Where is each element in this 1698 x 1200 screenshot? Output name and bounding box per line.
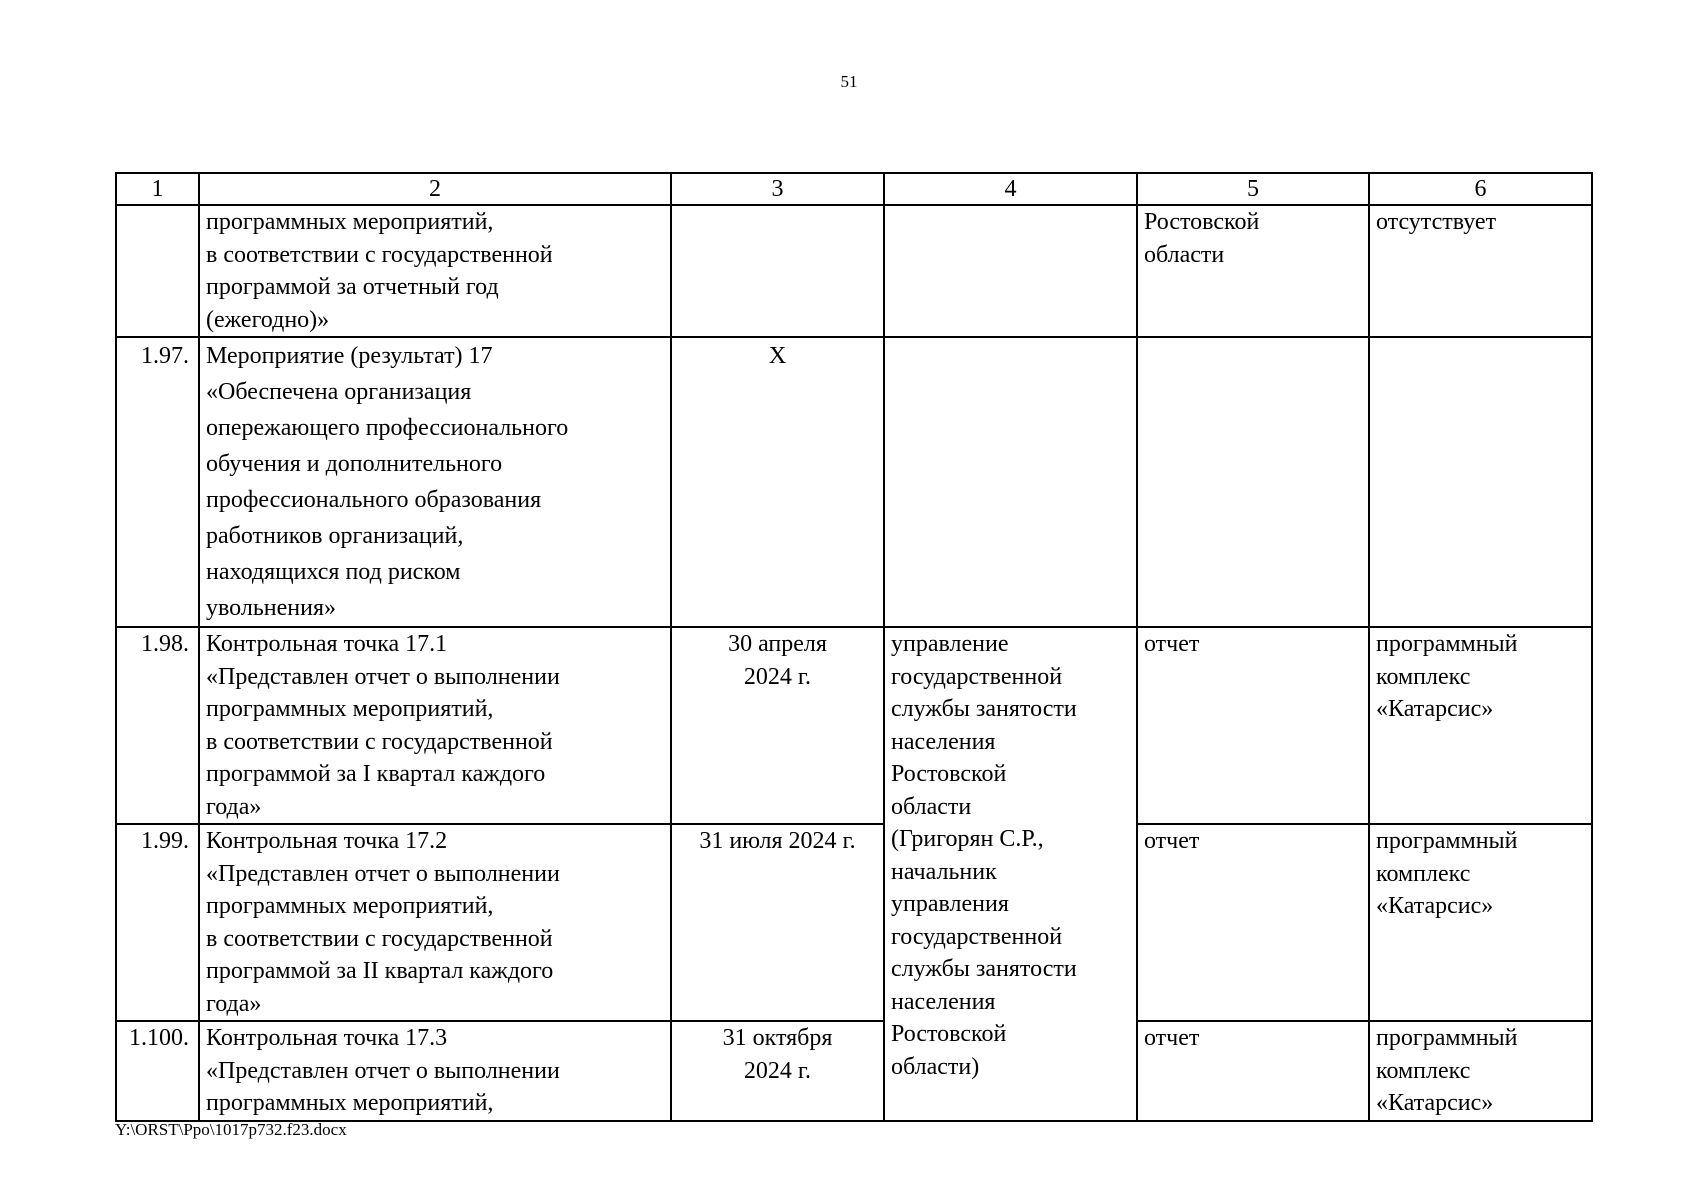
row-number-cell: 1.100. bbox=[116, 1021, 199, 1121]
plan-table bbox=[115, 172, 1593, 1122]
document-type-line: Ростовской bbox=[1144, 209, 1260, 235]
description-line: года» bbox=[206, 793, 262, 820]
table-row-continued bbox=[116, 205, 1592, 337]
responsible-line: управление bbox=[891, 631, 1009, 657]
info-system-line: комплекс bbox=[1376, 1057, 1471, 1084]
info-system-cell bbox=[1369, 1021, 1592, 1121]
table-row-1-100 bbox=[116, 1021, 1592, 1121]
description-line: Контрольная точка 17.1 bbox=[206, 631, 448, 657]
header-cell-4: 4 bbox=[884, 173, 1137, 205]
document-type-cell: отчет bbox=[1137, 627, 1369, 824]
description-line: опережающего профессионального bbox=[206, 415, 569, 441]
description-line: (ежегодно)» bbox=[206, 306, 330, 333]
responsible-line: службы занятости bbox=[891, 956, 1077, 982]
responsible-line: Ростовской bbox=[891, 1021, 1007, 1047]
header-row bbox=[116, 173, 1592, 205]
description-line: увольнения» bbox=[206, 595, 336, 621]
info-system-line: «Катарсис» bbox=[1376, 696, 1494, 722]
info-system-line: программный bbox=[1376, 1025, 1518, 1051]
description-line: профессионального образования bbox=[206, 487, 542, 513]
info-system-line: комплекс bbox=[1376, 860, 1471, 887]
file-path-footer: Y:\ORST\Ppo\1017p732.f23.docx bbox=[115, 1120, 347, 1139]
date-cell bbox=[671, 627, 884, 824]
info-system-line: комплекс bbox=[1376, 663, 1471, 690]
description-line: программных мероприятий, bbox=[206, 209, 494, 235]
responsible-merged-cell bbox=[884, 627, 1137, 1121]
responsible-line: области bbox=[891, 793, 972, 820]
description-line: Мероприятие (результат) 17 bbox=[206, 343, 493, 369]
header-cell-3: 3 bbox=[671, 173, 884, 205]
date-line: 2024 г. bbox=[743, 1057, 812, 1084]
page-number: 51 bbox=[840, 72, 858, 91]
description-cell bbox=[199, 205, 671, 337]
date-cell: Х bbox=[671, 337, 884, 627]
responsible-line: государственной bbox=[891, 663, 1063, 690]
responsible-line: управления bbox=[891, 891, 1009, 917]
description-line: программных мероприятий, bbox=[206, 1090, 494, 1116]
description-line: в соответствии с государственной bbox=[206, 925, 553, 952]
responsible-line: населения bbox=[891, 728, 996, 755]
description-line: в соответствии с государственной bbox=[206, 241, 553, 268]
description-line: программой за I квартал каждого bbox=[206, 761, 546, 787]
info-system-line: программный bbox=[1376, 631, 1518, 657]
description-line: программных мероприятий, bbox=[206, 696, 494, 722]
document-type-cell bbox=[1137, 337, 1369, 627]
table-row-1-98 bbox=[116, 627, 1592, 824]
description-line: «Представлен отчет о выполнении bbox=[206, 1057, 560, 1084]
table-row-1-99 bbox=[116, 824, 1592, 1021]
description-cell bbox=[199, 1021, 671, 1121]
row-number-cell bbox=[116, 205, 199, 337]
responsible-cell bbox=[884, 337, 1137, 627]
info-system-cell: отсутствует bbox=[1369, 205, 1592, 337]
description-cell bbox=[199, 627, 671, 824]
responsible-line: начальник bbox=[891, 858, 997, 885]
description-line: работников организаций, bbox=[206, 523, 464, 549]
responsible-line: Ростовской bbox=[891, 761, 1007, 787]
row-number-cell: 1.97. bbox=[116, 337, 199, 627]
description-line: программой за II квартал каждого bbox=[206, 958, 554, 984]
header-cell-5: 5 bbox=[1137, 173, 1369, 205]
document-type-line: области bbox=[1144, 241, 1225, 268]
info-system-cell bbox=[1369, 337, 1592, 627]
header-cell-2: 2 bbox=[199, 173, 671, 205]
description-line: Контрольная точка 17.3 bbox=[206, 1025, 448, 1051]
table-row-1-97 bbox=[116, 337, 1592, 627]
description-line: «Представлен отчет о выполнении bbox=[206, 860, 560, 887]
description-line: обучения и дополнительного bbox=[206, 451, 503, 477]
responsible-cell bbox=[884, 205, 1137, 337]
responsible-line: населения bbox=[891, 988, 996, 1015]
responsible-line: государственной bbox=[891, 923, 1063, 950]
date-cell bbox=[671, 205, 884, 337]
document-type-cell: отчет bbox=[1137, 824, 1369, 1021]
date-cell: 31 июля 2024 г. bbox=[671, 824, 884, 1021]
info-system-line: программный bbox=[1376, 828, 1518, 854]
info-system-line: «Катарсис» bbox=[1376, 1090, 1494, 1116]
date-line: 30 апреля bbox=[728, 631, 827, 657]
responsible-line: (Григорян С.Р., bbox=[891, 826, 1044, 852]
description-cell bbox=[199, 824, 671, 1021]
header-cell-1: 1 bbox=[116, 173, 199, 205]
description-line: «Представлен отчет о выполнении bbox=[206, 663, 560, 690]
info-system-cell bbox=[1369, 824, 1592, 1021]
document-type-cell: отчет bbox=[1137, 1021, 1369, 1121]
row-number-cell: 1.98. bbox=[116, 627, 199, 824]
row-number-cell: 1.99. bbox=[116, 824, 199, 1021]
description-cell bbox=[199, 337, 671, 627]
description-line: в соответствии с государственной bbox=[206, 728, 553, 755]
description-line: Контрольная точка 17.2 bbox=[206, 828, 448, 854]
header-cell-6: 6 bbox=[1369, 173, 1592, 205]
info-system-line: «Катарсис» bbox=[1376, 893, 1494, 919]
info-system-cell bbox=[1369, 627, 1592, 824]
description-line: находящихся под риском bbox=[206, 559, 461, 585]
responsible-line: службы занятости bbox=[891, 696, 1077, 722]
responsible-line: области) bbox=[891, 1053, 980, 1080]
description-line: года» bbox=[206, 990, 262, 1017]
date-cell bbox=[671, 1021, 884, 1121]
date-line: 2024 г. bbox=[743, 663, 812, 690]
description-line: «Обеспечена организация bbox=[206, 379, 472, 405]
date-line: 31 октября bbox=[722, 1025, 833, 1051]
description-line: программных мероприятий, bbox=[206, 893, 494, 919]
description-line: программой за отчетный год bbox=[206, 274, 499, 300]
document-type-cell bbox=[1137, 205, 1369, 337]
